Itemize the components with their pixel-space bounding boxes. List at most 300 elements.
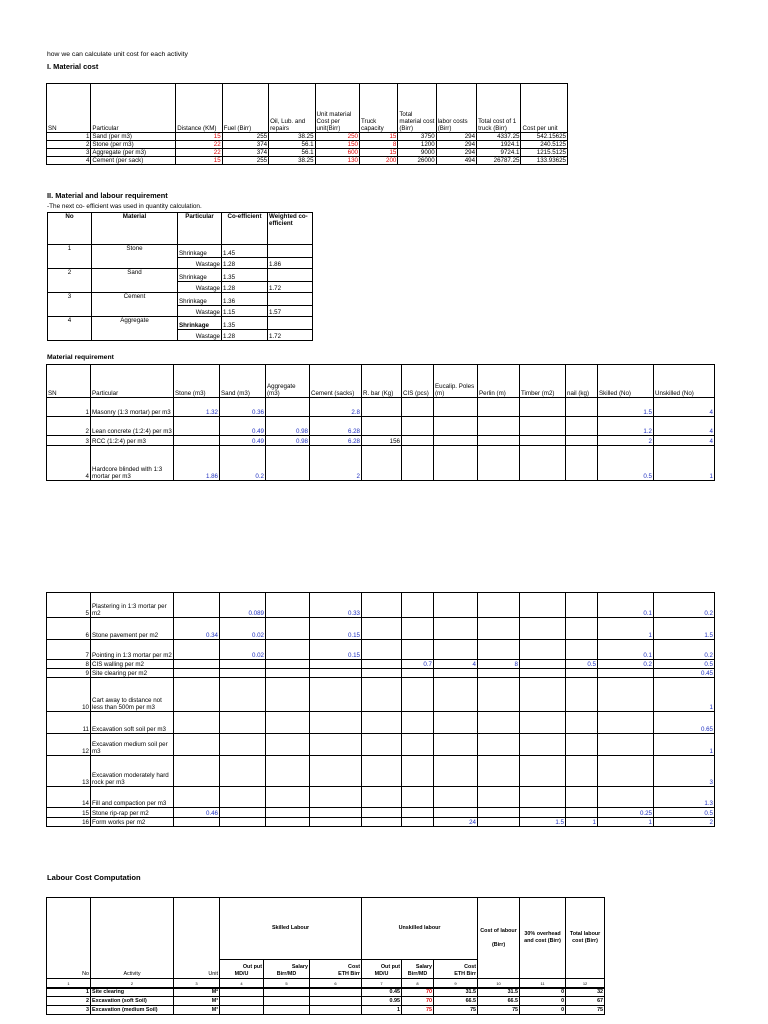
labour-cost-cell: 75 [434, 1006, 478, 1015]
material-requirement-cell: 1.3 [654, 787, 715, 808]
material-requirement-cell: 3 [47, 436, 91, 446]
material-cost-row [47, 157, 568, 165]
material-cost-cell: 56.1 [269, 149, 315, 157]
coefficient-value: 1.35 [222, 317, 268, 330]
material-requirement-cell [362, 734, 402, 756]
labour-cost-cell: Site clearing [91, 988, 174, 997]
material-requirement-cell: 1.2 [598, 417, 654, 436]
material-requirement-cell: Stone pavement per m2 [91, 618, 174, 640]
material-requirement-cell [566, 712, 598, 734]
header-cell: CIS (pcs) [402, 365, 434, 398]
material-requirement-cell [310, 818, 362, 827]
header-cell: Unit material Cost per unit(Birr) [315, 84, 359, 133]
material-cost-cell: Sand (per m3) [91, 133, 176, 141]
header-cell: Total material cost (Birr) [398, 84, 436, 133]
coefficient-value: 1.36 [222, 293, 268, 306]
material-cost-table [46, 83, 568, 165]
material-requirement-cell: Plastering in 1:3 mortar per m2 [91, 593, 174, 618]
material-cost-cell: 15 [359, 133, 397, 141]
material-requirement-cell [434, 734, 478, 756]
material-requirement-cell [266, 712, 310, 734]
material-requirement-cell [220, 678, 266, 712]
material-cost-cell: 130 [315, 157, 359, 165]
material-requirement-cell [478, 818, 520, 827]
material-requirement-cell [434, 808, 478, 818]
material-requirement-cell [434, 669, 478, 678]
material-requirement-row [47, 417, 715, 436]
column-number-row [47, 979, 605, 988]
material-requirement-cell [266, 593, 310, 618]
material-requirement-cell: 0.15 [310, 618, 362, 640]
material-requirement-cell [434, 787, 478, 808]
material-requirement-cell [520, 417, 566, 436]
material-requirement-cell [174, 593, 220, 618]
material-requirement-cell [220, 808, 266, 818]
labour-cost-cell: 66.5 [478, 997, 520, 1006]
material-requirement-cell [434, 618, 478, 640]
material-cost-cell: 150 [315, 141, 359, 149]
labour-cost-cell [264, 988, 310, 997]
material-requirement-cell [566, 669, 598, 678]
material-requirement-cell: 0.02 [220, 618, 266, 640]
header-cell: Aggregate (m3) [266, 365, 310, 398]
material-requirement-cell: 8 [47, 660, 91, 669]
material-requirement-cell: 0.5 [654, 808, 715, 818]
material-cost-cell: 374 [222, 149, 268, 157]
material-requirement-cell: 6.28 [310, 436, 362, 446]
material-requirement-cell: 1 [654, 678, 715, 712]
material-requirement-cell: 13 [47, 756, 91, 787]
labour-cost-cell: 0.45 [362, 988, 402, 997]
material-requirement-cell: 9 [47, 669, 91, 678]
material-requirement-cell [362, 640, 402, 660]
material-cost-cell: 38.25 [269, 133, 315, 141]
header-cell: SN [47, 365, 91, 398]
material-requirement-cell: 1 [654, 446, 715, 481]
header-cell: Particular [178, 213, 222, 245]
material-requirement-cell [266, 808, 310, 818]
header-cell: Eucalip. Poles (m) [434, 365, 478, 398]
material-requirement-cell: 16 [47, 818, 91, 827]
material-requirement-cell: 0.02 [220, 640, 266, 660]
material-requirement-cell: 0.98 [266, 436, 310, 446]
material-requirement-cell [362, 669, 402, 678]
column-number-cell: 7 [362, 979, 402, 988]
labour-cost-cell [220, 997, 264, 1006]
material-requirement-cell [566, 417, 598, 436]
material-cost-cell: 15 [359, 149, 397, 157]
material-cost-row [47, 133, 568, 141]
material-requirement-cell [266, 669, 310, 678]
labour-cost-cell [264, 997, 310, 1006]
labour-cost-cell: 1 [362, 1006, 402, 1015]
material-requirement-cell: Cart away to distance not less than 500m per m3 [91, 678, 174, 712]
coefficient-value: 1.45 [222, 245, 268, 258]
material-requirement-cell [402, 678, 434, 712]
material-cost-cell: 15 [176, 157, 222, 165]
coefficient-material: Cement [92, 293, 178, 317]
material-requirement-cell [310, 756, 362, 787]
coefficient-weighted [268, 269, 313, 282]
material-requirement-cell [174, 640, 220, 660]
material-requirement-cell [266, 398, 310, 417]
material-requirement-row [47, 678, 715, 712]
material-requirement-cell [310, 669, 362, 678]
header-cell: Cement (sacks) [310, 365, 362, 398]
material-requirement-cell [362, 712, 402, 734]
material-requirement-cell [174, 669, 220, 678]
material-requirement-cell: Excavation soft soil per m3 [91, 712, 174, 734]
coefficient-row [48, 293, 313, 306]
material-requirement-row [47, 660, 715, 669]
material-requirement-table-continued [46, 592, 715, 827]
labour-cost-cell [220, 1006, 264, 1015]
labour-cost-cell: 0.95 [362, 997, 402, 1006]
material-cost-cell: 22 [176, 141, 222, 149]
header-cell: Material [92, 213, 178, 245]
material-requirement-cell [402, 417, 434, 436]
material-requirement-cell: 5 [47, 593, 91, 618]
material-requirement-cell: 0.2 [654, 593, 715, 618]
material-requirement-cell: Site clearing per m2 [91, 669, 174, 678]
material-requirement-cell [520, 756, 566, 787]
material-cost-cell: 56.1 [269, 141, 315, 149]
labour-cost-cell: 75 [478, 1006, 520, 1015]
material-requirement-cell [362, 660, 402, 669]
labour-cost-cell: Excavation (medium Soil) [91, 1006, 174, 1015]
material-requirement-cell [566, 787, 598, 808]
material-requirement-cell [220, 734, 266, 756]
material-requirement-cell [520, 446, 566, 481]
column-number-cell: 2 [91, 979, 174, 988]
material-requirement-cell: CIS walling per m2 [91, 660, 174, 669]
coefficient-material: Stone [92, 245, 178, 269]
coefficient-weighted [268, 293, 313, 306]
material-requirement-cell [598, 734, 654, 756]
header-cell: Fuel (Birr) [222, 84, 268, 133]
header-cell: Co-efficient [222, 213, 268, 245]
material-requirement-row [47, 808, 715, 818]
subheader-cell: Cost ETH Birr [310, 960, 362, 979]
material-requirement-cell [266, 734, 310, 756]
material-requirement-table [46, 364, 715, 481]
material-requirement-cell: 1 [47, 398, 91, 417]
material-requirement-cell [402, 640, 434, 660]
material-requirement-cell: 11 [47, 712, 91, 734]
header-cell: Sand (m3) [220, 365, 266, 398]
material-requirement-cell [362, 756, 402, 787]
material-cost-cell: 38.25 [269, 157, 315, 165]
column-number-cell: 12 [566, 979, 605, 988]
material-requirement-cell: 6 [47, 618, 91, 640]
header-cell: R. bar (Kg) [362, 365, 402, 398]
material-requirement-cell [520, 660, 566, 669]
material-requirement-cell: 0.49 [220, 436, 266, 446]
material-requirement-cell [520, 669, 566, 678]
labour-cost-cell: 67 [566, 997, 605, 1006]
column-number-cell: 5 [264, 979, 310, 988]
material-cost-cell: 4 [47, 157, 91, 165]
material-requirement-cell [520, 436, 566, 446]
material-requirement-cell [434, 436, 478, 446]
material-requirement-cell: 0.98 [266, 417, 310, 436]
material-cost-cell: 294 [436, 149, 476, 157]
coefficient-no: 3 [48, 293, 92, 317]
header-cell: Particular [91, 84, 176, 133]
section2-note: -The next co- efficient was used in quantity calculation. [47, 203, 202, 210]
material-requirement-cell [174, 756, 220, 787]
coefficient-weighted: 1.72 [268, 330, 313, 341]
material-requirement-cell [402, 818, 434, 827]
material-requirement-cell [362, 618, 402, 640]
material-requirement-cell: 0.5 [598, 446, 654, 481]
material-cost-cell: 4337.25 [477, 133, 521, 141]
material-requirement-cell [478, 618, 520, 640]
subheader-cell: Out put MD/U [362, 960, 402, 979]
material-requirement-cell: 1 [598, 818, 654, 827]
material-cost-cell: 600 [315, 149, 359, 157]
material-requirement-cell [520, 593, 566, 618]
material-requirement-cell [478, 446, 520, 481]
material-requirement-cell [566, 398, 598, 417]
material-requirement-cell [266, 446, 310, 481]
header-cell: nail (kg) [566, 365, 598, 398]
material-requirement-cell: Hardcore blinded with 1:3 mortar per m3 [91, 446, 174, 481]
labour-cost-cell: M³ [174, 997, 220, 1006]
labour-cost-cell: 1 [47, 988, 91, 997]
material-cost-cell: 3750 [398, 133, 436, 141]
labour-header-row-1 [47, 898, 605, 960]
material-requirement-cell: 0.1 [598, 640, 654, 660]
material-cost-cell: Cement (per sack) [91, 157, 176, 165]
coefficient-particular: Shrinkage [178, 269, 222, 282]
material-requirement-cell [566, 678, 598, 712]
subheader-cell: Out put MD/U [220, 960, 264, 979]
coefficient-no: 2 [48, 269, 92, 293]
material-requirement-header-row [47, 365, 715, 398]
material-requirement-cell [402, 436, 434, 446]
material-requirement-cell [434, 678, 478, 712]
material-requirement-cell: Lean concrete (1:2:4) per m3 [91, 417, 174, 436]
section4-title: Labour Cost Computation [47, 873, 141, 882]
material-requirement-cell [220, 712, 266, 734]
material-requirement-row [47, 669, 715, 678]
material-requirement-cell [266, 660, 310, 669]
material-requirement-cell: 7 [47, 640, 91, 660]
material-requirement-cell [402, 446, 434, 481]
material-requirement-cell [566, 618, 598, 640]
birr-label: (Birr) [491, 941, 506, 948]
material-cost-cell: 250 [315, 133, 359, 141]
header-cell: Activity [91, 898, 174, 979]
intro-text: how we can calculate unit cost for each activity [47, 51, 188, 58]
material-requirement-cell [266, 818, 310, 827]
material-requirement-cell [434, 398, 478, 417]
labour-cost-cell: 0 [520, 988, 566, 997]
coefficient-particular: Shrinkage [178, 245, 222, 258]
material-requirement-cell [478, 398, 520, 417]
header-cell: Distance (KM) [176, 84, 222, 133]
material-cost-cell: 294 [436, 133, 476, 141]
material-requirement-cell: 14 [47, 787, 91, 808]
material-requirement-cell [402, 808, 434, 818]
material-cost-header-row [47, 84, 568, 133]
material-requirement-cell [478, 756, 520, 787]
material-cost-cell: 9000 [398, 149, 436, 157]
header-cell: Particular [91, 365, 174, 398]
material-requirement-cell [362, 446, 402, 481]
material-requirement-cell [434, 446, 478, 481]
material-requirement-row [47, 398, 715, 417]
labour-cost-cell: 70 [402, 997, 434, 1006]
material-cost-cell: 494 [436, 157, 476, 165]
header-cell: No [48, 213, 92, 245]
labour-cost-row [47, 988, 605, 997]
material-requirement-cell [520, 712, 566, 734]
header-cell: No [47, 898, 91, 979]
coefficient-particular: Wastage [178, 306, 222, 317]
material-requirement-cell [362, 818, 402, 827]
coefficient-weighted: 1.57 [268, 306, 313, 317]
material-requirement-row [47, 818, 715, 827]
material-requirement-cell: 4 [654, 436, 715, 446]
cost-of-labour-header [478, 898, 520, 979]
coefficient-no: 4 [48, 317, 92, 341]
material-requirement-cell [174, 734, 220, 756]
material-requirement-cell [520, 808, 566, 818]
material-requirement-cell [434, 712, 478, 734]
material-requirement-cell [478, 734, 520, 756]
material-requirement-cell [434, 417, 478, 436]
material-requirement-cell [566, 640, 598, 660]
material-requirement-cell: 6.28 [310, 417, 362, 436]
section1-title: I. Material cost [47, 62, 99, 71]
material-requirement-cell: 1.5 [654, 618, 715, 640]
material-requirement-cell: 2 [310, 446, 362, 481]
header-cell: Stone (m3) [174, 365, 220, 398]
material-cost-cell: 374 [222, 141, 268, 149]
material-requirement-cell: 4 [654, 398, 715, 417]
material-requirement-cell: 15 [47, 808, 91, 818]
material-requirement-cell [478, 808, 520, 818]
coefficient-weighted [268, 317, 313, 330]
labour-cost-cell: 2 [47, 997, 91, 1006]
material-requirement-cell: 4 [654, 417, 715, 436]
material-requirement-cell: 2.8 [310, 398, 362, 417]
material-cost-cell: 26000 [398, 157, 436, 165]
material-requirement-cell [362, 417, 402, 436]
coefficient-particular: Wastage [178, 330, 222, 341]
material-requirement-cell: 0.5 [654, 660, 715, 669]
header-cell: Perlin (m) [478, 365, 520, 398]
labour-cost-cell: 70 [402, 988, 434, 997]
material-requirement-cell: 0.2 [220, 446, 266, 481]
unskilled-labour-header: Unskilled labour [362, 898, 478, 960]
material-requirement-cell [362, 678, 402, 712]
material-requirement-cell: 0.49 [220, 417, 266, 436]
material-requirement-cell: 10 [47, 678, 91, 712]
coefficient-value: 1.28 [222, 330, 268, 341]
material-cost-cell: 1215.5125 [521, 149, 568, 157]
material-requirement-cell [566, 446, 598, 481]
labour-cost-cell: M² [174, 988, 220, 997]
material-cost-cell: 9724.1 [477, 149, 521, 157]
material-requirement-cell [402, 756, 434, 787]
coefficient-value: 1.15 [222, 306, 268, 317]
material-requirement-cell: 0.2 [598, 660, 654, 669]
material-requirement-cell [402, 787, 434, 808]
material-requirement-cell: 0.34 [174, 618, 220, 640]
material-requirement-cell [266, 678, 310, 712]
material-requirement-cell: 1.5 [598, 398, 654, 417]
material-requirement-cell: 3 [654, 756, 715, 787]
column-number-cell: 3 [174, 979, 220, 988]
material-requirement-cell: Masonry (1:3 mortar) per m3 [91, 398, 174, 417]
material-requirement-cell [220, 660, 266, 669]
labour-cost-cell [310, 988, 362, 997]
material-requirement-cell: 1 [566, 818, 598, 827]
material-requirement-cell [266, 618, 310, 640]
material-requirement-cell: 0.7 [402, 660, 434, 669]
material-requirement-cell [310, 787, 362, 808]
material-requirement-cell [174, 712, 220, 734]
material-requirement-cell [598, 756, 654, 787]
section3-title: Material requirement [47, 354, 114, 361]
material-requirement-cell [598, 787, 654, 808]
labour-cost-cell [264, 1006, 310, 1015]
material-requirement-cell: 1.32 [174, 398, 220, 417]
material-requirement-cell [520, 398, 566, 417]
header-cell: Oil, Lub. and repairs [269, 84, 315, 133]
material-requirement-cell: 0.5 [566, 660, 598, 669]
material-requirement-cell [310, 734, 362, 756]
material-requirement-cell: 156 [362, 436, 402, 446]
header-cell: Skilled (No) [598, 365, 654, 398]
column-number-cell: 1 [47, 979, 91, 988]
material-cost-cell: 133.93625 [521, 157, 568, 165]
material-requirement-row [47, 640, 715, 660]
material-requirement-cell [174, 436, 220, 446]
material-requirement-cell [310, 678, 362, 712]
coefficient-no: 1 [48, 245, 92, 269]
material-requirement-cell [402, 618, 434, 640]
material-requirement-row [47, 618, 715, 640]
labour-cost-cell: 0 [520, 1006, 566, 1015]
material-requirement-cell: 1 [654, 734, 715, 756]
coefficient-material: Aggregate [92, 317, 178, 341]
coefficient-row [48, 269, 313, 282]
header-cell: Truck capacity [359, 84, 397, 133]
material-requirement-cell [566, 756, 598, 787]
material-requirement-cell [402, 669, 434, 678]
material-requirement-cell [362, 398, 402, 417]
material-requirement-cell: 8 [478, 660, 520, 669]
material-cost-row [47, 141, 568, 149]
material-requirement-row [47, 756, 715, 787]
material-requirement-cell [478, 669, 520, 678]
material-requirement-cell: 2 [598, 436, 654, 446]
material-requirement-cell: Fill and compaction per m3 [91, 787, 174, 808]
material-cost-cell: 22 [176, 149, 222, 157]
material-requirement-cell [520, 618, 566, 640]
coefficient-particular: Wastage [178, 258, 222, 269]
material-requirement-cell: 4 [47, 446, 91, 481]
material-requirement-cell [566, 593, 598, 618]
material-requirement-cell [566, 734, 598, 756]
coefficient-row [48, 245, 313, 258]
material-requirement-cell: 2 [47, 417, 91, 436]
material-requirement-cell [402, 593, 434, 618]
